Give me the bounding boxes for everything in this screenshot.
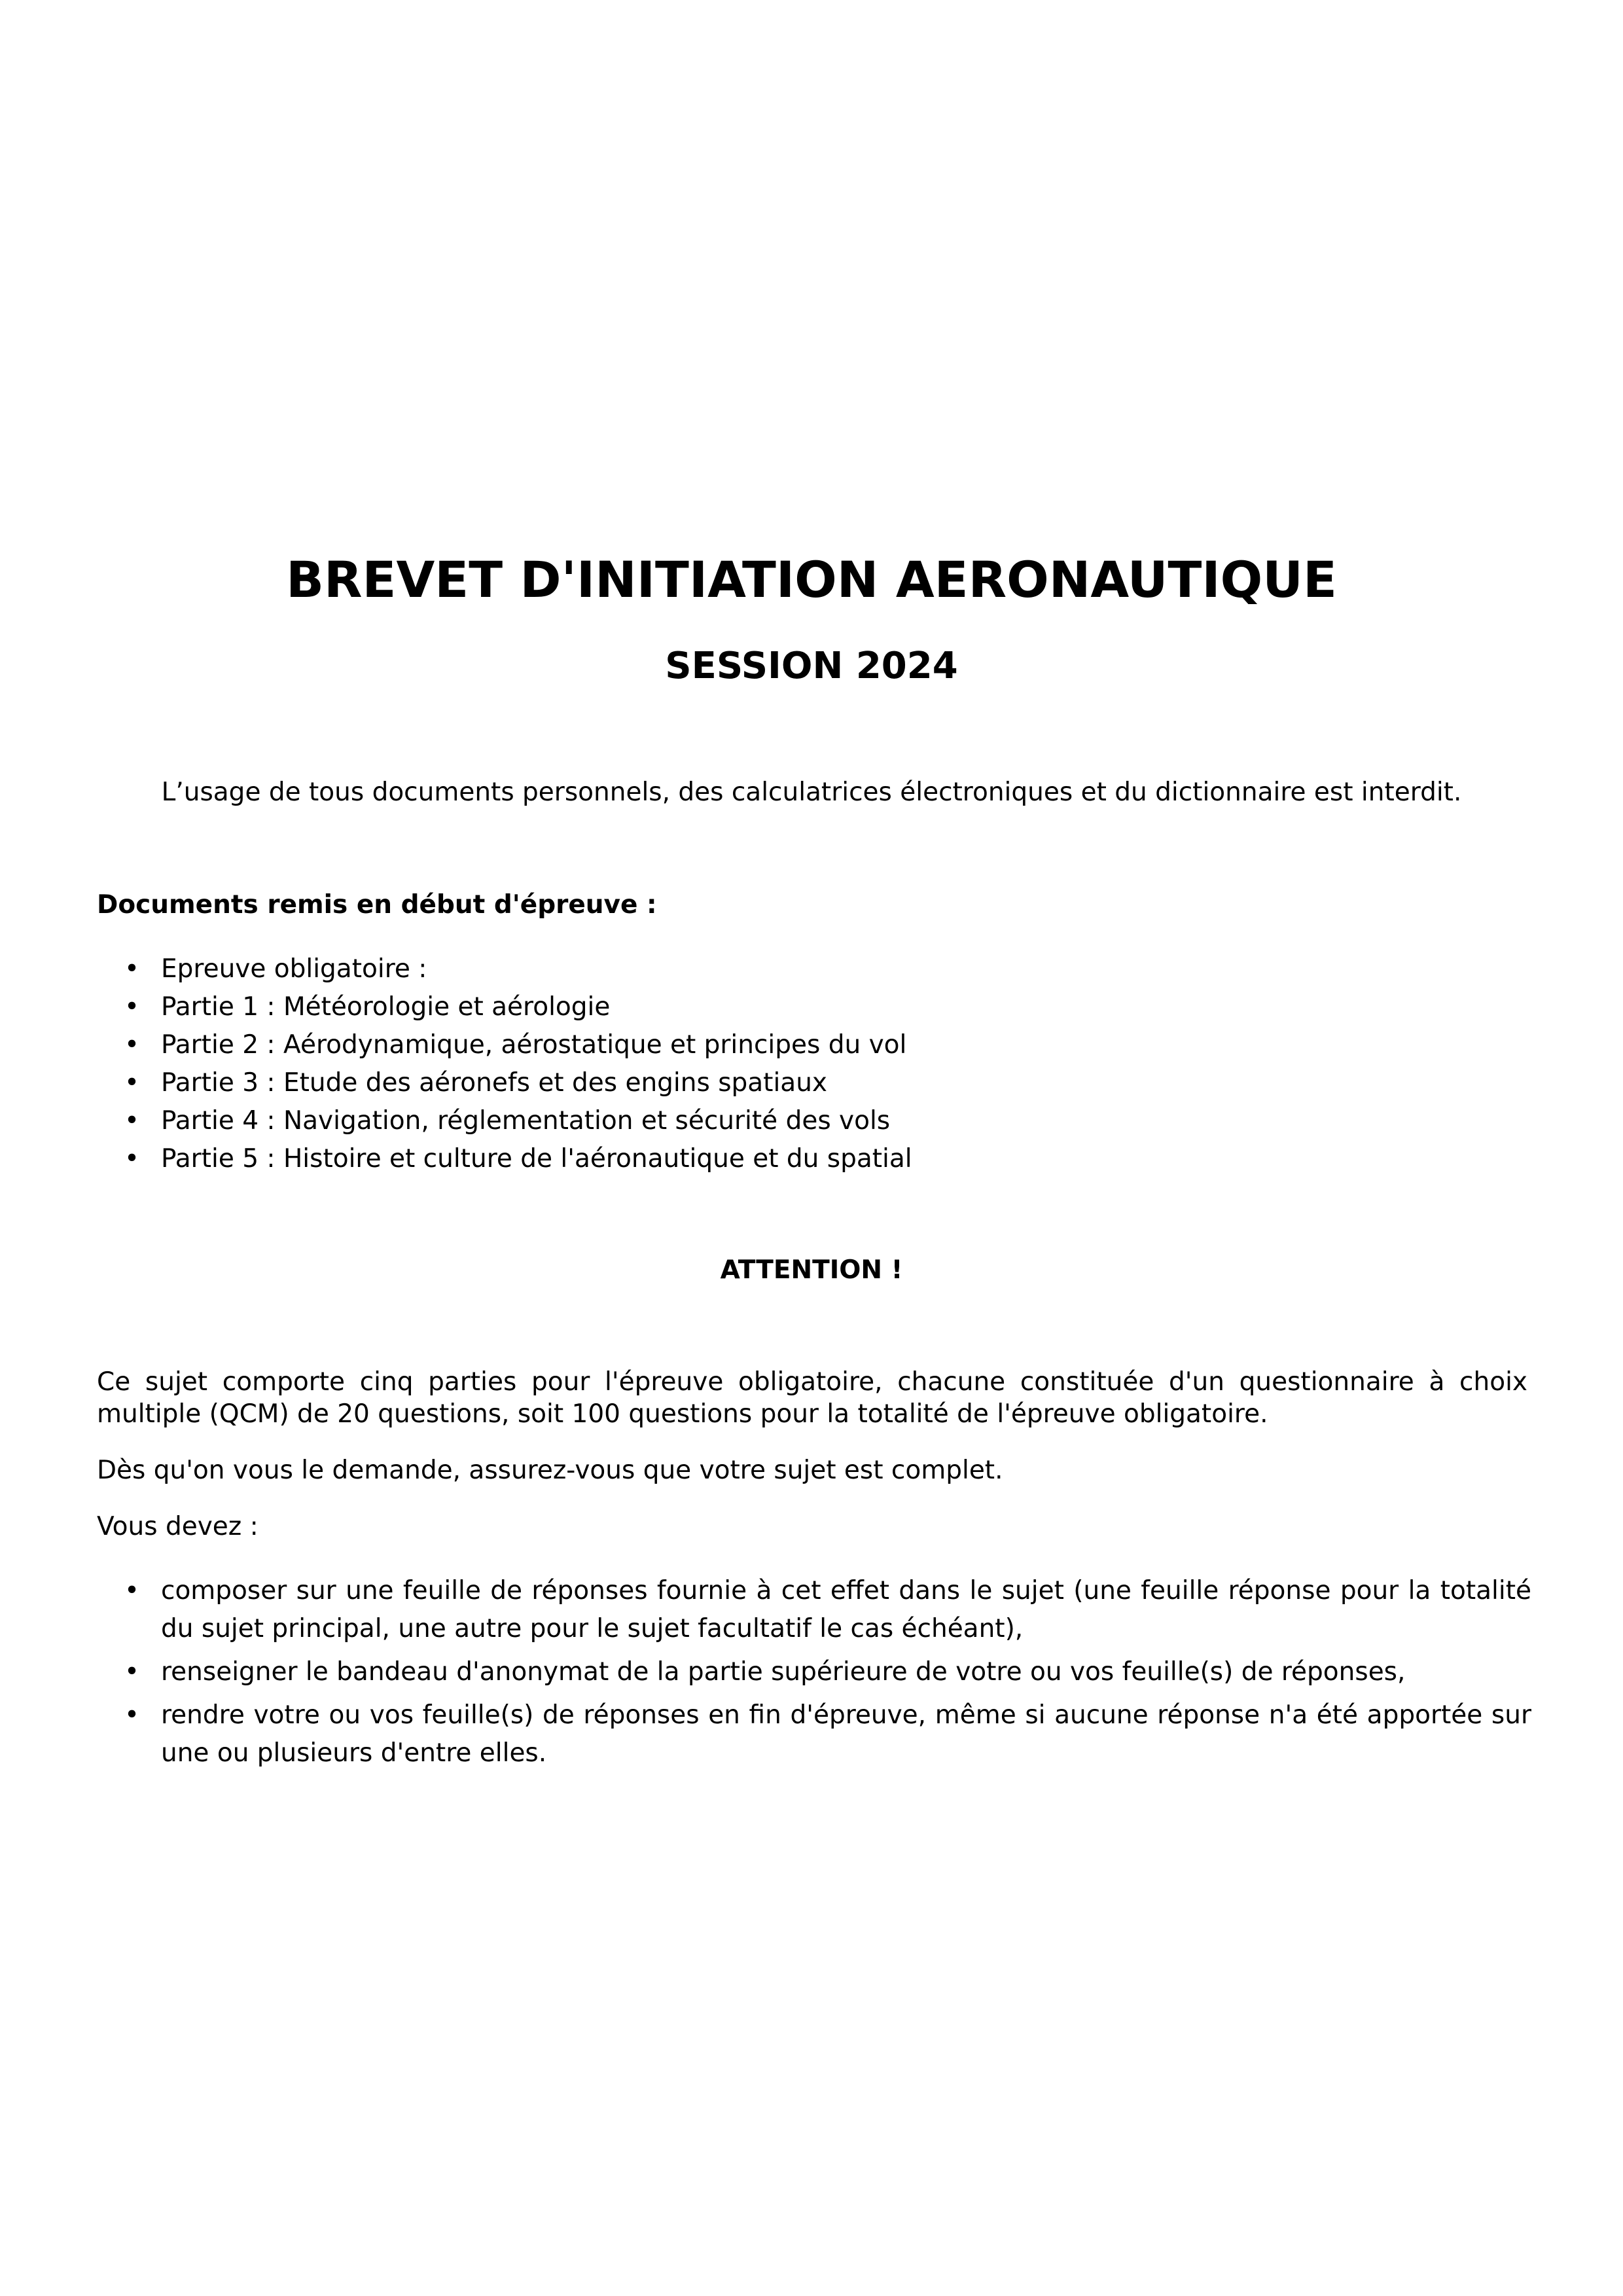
exam-title: BREVET D'INITIATION AERONAUTIQUE [286,550,1337,609]
list-item-text: composer sur une feuille de réponses fournie à cet effet dans le sujet (une feuille réponse pour la totalité du sujet principal, une autre pour le sujet facultatif le cas échéant), [161,1576,1531,1643]
documents-heading: Documents remis en début d'épreuve : [97,890,657,920]
list-item-text: Partie 2 : Aérodynamique, aérostatique et principes du vol [161,1030,907,1060]
list-item [124,1572,1531,1648]
bullet-icon: • [124,954,140,984]
list-item [124,1102,1531,1140]
list-item-text: rendre votre ou vos feuille(s) de réponses en fin d'épreuve, même si aucune réponse n'a été apportée sur une ou plusieurs d'entre elles. [161,1700,1531,1768]
bullet-icon: • [124,1106,140,1136]
list-item-text: Partie 4 : Navigation, réglementation et sécurité des vols [161,1106,891,1136]
list-item-text: renseigner le bandeau d'anonymat de la partie supérieure de votre ou vos feuille(s) de réponses, [161,1657,1406,1687]
session-heading: SESSION 2024 [665,645,958,687]
list-item [124,1026,1531,1064]
rules-list [124,1572,1531,1778]
list-item [124,1653,1531,1691]
bullet-icon: • [124,1700,140,1730]
bullet-icon: • [124,1657,140,1687]
bullet-icon: • [124,1576,140,1605]
bullet-icon: • [124,992,140,1022]
instructions-paragraph-subject: Ce sujet comporte cinq parties pour l'épreuve obligatoire, chacune constituée d'un questionnaire à choix multiple (QCM) de 20 questions, soit 100 questions pour la totalité de l'épreuve obligatoire. [97,1367,1527,1429]
list-item [124,988,1531,1026]
list-item-text: Partie 1 : Météorologie et aérologie [161,992,611,1022]
list-item [124,1140,1531,1178]
bullet-icon: • [124,1144,140,1174]
bullet-icon: • [124,1068,140,1098]
usage-notice: L’usage de tous documents personnels, des calculatrices électroniques et du dictionnaire est interdit. [161,778,1462,807]
list-item-text: Partie 3 : Etude des aéronefs et des engins spatiaux [161,1068,827,1098]
list-item [124,1064,1531,1102]
list-item [124,1696,1531,1772]
list-item [124,950,1531,988]
bullet-icon: • [124,1030,140,1060]
list-item-text: Epreuve obligatoire : [161,954,427,984]
attention-heading: ATTENTION ! [720,1255,903,1285]
documents-list [124,950,1531,1178]
instructions-paragraph-check: Dès qu'on vous le demande, assurez-vous que votre sujet est complet. [97,1456,1003,1485]
instructions-paragraph-must: Vous devez : [97,1512,259,1541]
list-item-text: Partie 5 : Histoire et culture de l'aéronautique et du spatial [161,1144,912,1174]
